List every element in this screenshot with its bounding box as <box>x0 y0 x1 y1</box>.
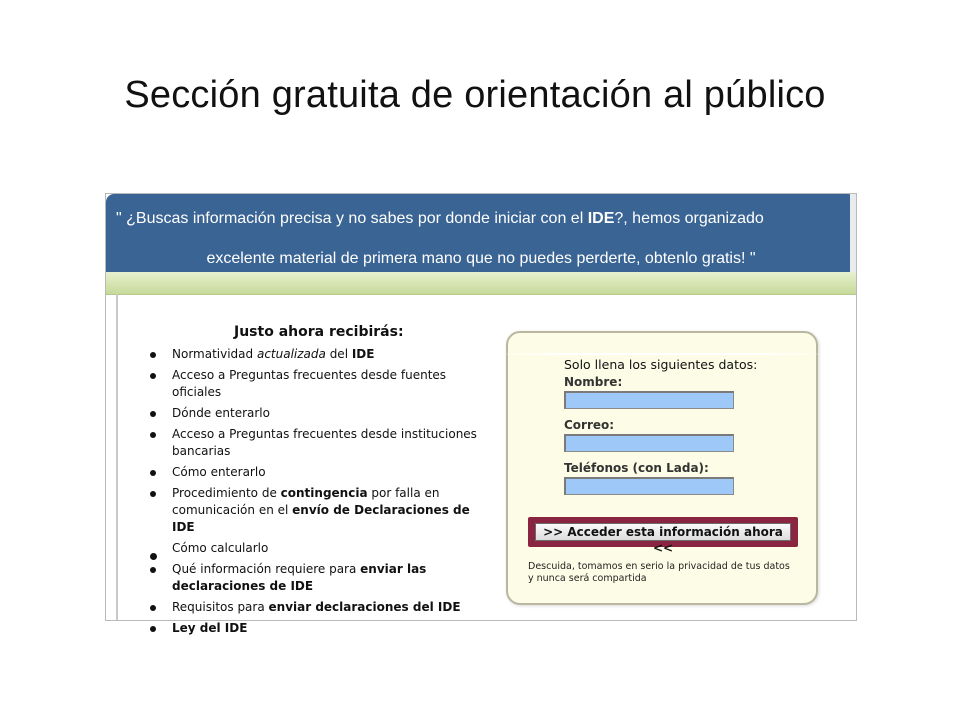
email-label: Correo: <box>564 418 615 432</box>
benefits-list <box>150 346 490 641</box>
banner-line-1-pre: " ¿Buscas información precisa y no sabes por donde iniciar con el <box>116 210 588 227</box>
left-border-rule <box>116 294 118 620</box>
benefit-text: actualizada <box>256 347 326 361</box>
benefit-text: por falla en comunicación en el <box>172 486 440 517</box>
privacy-note: Descuida, tomamos en serio la privacidad de tus datos y nunca será compartida <box>528 561 790 584</box>
benefit-text: enviar declaraciones del IDE <box>268 600 461 614</box>
bullet-icon <box>150 626 156 632</box>
benefit-item <box>150 367 490 401</box>
benefit-item <box>150 405 490 422</box>
bullet-icon <box>150 352 156 358</box>
benefit-text: Acceso a Preguntas frecuentes desde fuentes oficiales <box>172 368 447 399</box>
name-input[interactable] <box>564 391 734 409</box>
benefit-text: Cómo enterarlo <box>172 465 266 479</box>
promo-banner <box>106 194 856 272</box>
name-label: Nombre: <box>564 375 623 389</box>
highlight-streak <box>496 353 826 355</box>
bullet-icon <box>150 432 156 438</box>
benefit-item <box>150 561 490 595</box>
benefit-text: Procedimiento de <box>172 486 281 500</box>
benefit-text: Normatividad <box>172 347 257 361</box>
benefit-item <box>150 464 490 481</box>
bullet-icon <box>150 373 156 379</box>
benefit-text: IDE <box>351 347 375 361</box>
banner-line-1-strong: IDE <box>587 210 615 227</box>
benefits-title: Justo ahora recibirás: <box>234 324 404 340</box>
submit-frame <box>528 517 798 555</box>
benefit-text: envío de Declaraciones de IDE <box>172 503 470 534</box>
access-info-button[interactable]: >> Acceder esta información ahora << <box>535 523 791 541</box>
phone-label: Teléfonos (con Lada): <box>564 461 709 475</box>
benefit-text: contingencia <box>280 486 368 500</box>
benefit-text: del <box>325 347 352 361</box>
benefit-item <box>150 620 490 637</box>
bullet-icon <box>150 470 156 476</box>
slide-title: Sección gratuita de orientación al público <box>124 74 826 116</box>
bullet-icon <box>150 567 156 573</box>
benefit-item <box>150 485 490 536</box>
benefit-text: Dónde enterarlo <box>172 406 270 420</box>
benefit-text: Qué información requiere para <box>172 562 361 576</box>
banner-line-2: excelente material de primera mano que no puedes perderte, obtenlo gratis! " <box>206 250 756 267</box>
banner-line-1-post: ?, hemos organizado <box>614 210 764 227</box>
bullet-icon <box>150 491 156 497</box>
benefit-text: Requisitos para <box>172 600 269 614</box>
email-input[interactable] <box>564 434 734 452</box>
bullet-icon <box>150 553 157 560</box>
bullet-icon <box>150 411 156 417</box>
signup-form-box <box>506 331 818 605</box>
form-intro: Solo llena los siguientes datos: <box>564 357 758 372</box>
benefit-item <box>150 540 490 557</box>
benefit-text: Acceso a Preguntas frecuentes desde instituciones bancarias <box>172 427 477 458</box>
signup-panel <box>105 193 857 635</box>
benefit-text: Cómo calcularlo <box>172 541 269 555</box>
benefit-text: Ley del IDE <box>172 621 248 635</box>
benefit-item <box>150 346 490 363</box>
phone-input[interactable] <box>564 477 734 495</box>
bullet-icon <box>150 605 156 611</box>
banner-line-1 <box>116 210 764 228</box>
benefit-item <box>150 426 490 460</box>
green-divider-bar <box>106 272 856 295</box>
banner-edge <box>850 194 856 272</box>
benefit-item <box>150 599 490 616</box>
benefit-text: enviar las declaraciones de IDE <box>172 562 427 593</box>
